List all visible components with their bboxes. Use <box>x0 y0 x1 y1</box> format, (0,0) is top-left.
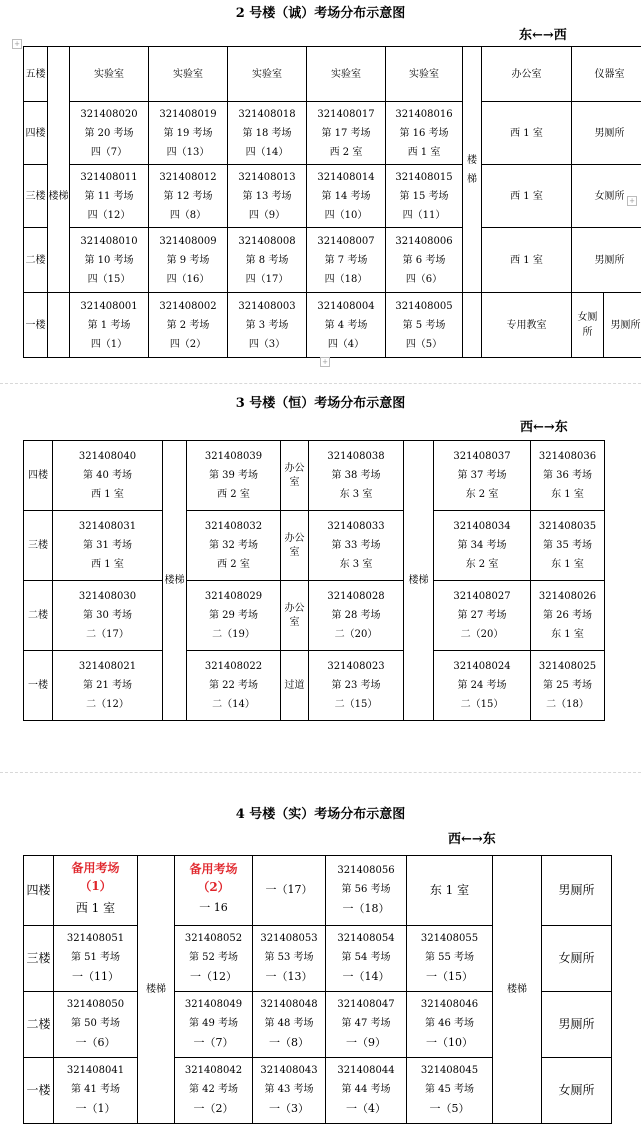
b2-room-cell: 321408006 第 6 考场 四（6） <box>386 228 463 293</box>
b2-room-cell: 321408001 第 1 考场 四（1） <box>70 293 149 358</box>
add-row-handle-icon[interactable]: + <box>320 357 330 367</box>
b4-room-cell: 321408054 第 54 考场 一（14） <box>326 926 407 992</box>
b3-room-cell: 321408038 第 38 考场 东 3 室 <box>309 441 404 511</box>
b3-office-f4: 办公室 <box>281 441 309 511</box>
b3-room-cell: 321408034 第 34 考场 东 2 室 <box>434 511 531 581</box>
b2-room-cell: 321408009 第 9 考场 四（16） <box>149 228 228 293</box>
b3-floor-plan <box>23 440 605 721</box>
b2-room-cell: 321408003 第 3 考场 四（3） <box>228 293 307 358</box>
b2-room-cell: 321408007 第 7 考场 四（18） <box>307 228 386 293</box>
b4-floor-4: 四楼 <box>24 856 54 926</box>
b2-male-restroom-f1: 男厕所 <box>604 293 641 358</box>
b3-room-cell: 321408022 第 22 考场 二（14） <box>187 651 281 721</box>
b4-room-cell: 321408042 第 42 考场 一（2） <box>175 1058 253 1124</box>
b3-floor-1: 一楼 <box>24 651 53 721</box>
b4-floor-1: 一楼 <box>24 1058 54 1124</box>
b3-room-cell: 321408025 第 25 考场 二（18） <box>531 651 605 721</box>
b2-floor-2: 二楼 <box>24 228 48 293</box>
b2-lab-3: 实验室 <box>228 47 307 102</box>
b2-lab-2: 实验室 <box>149 47 228 102</box>
b3-room-cell: 321408039 第 39 考场 西 2 室 <box>187 441 281 511</box>
b2-floor-5: 五楼 <box>24 47 48 102</box>
b2-room-cell: 321408020 第 20 考场 四（7） <box>70 102 149 165</box>
b3-room-cell: 321408035 第 35 考场 东 1 室 <box>531 511 605 581</box>
b4-stairs-west: 楼梯 <box>138 856 175 1124</box>
b4-male-restroom-f2: 男厕所 <box>542 992 612 1058</box>
b4-room-cell: 321408050 第 50 考场 一（6） <box>54 992 138 1058</box>
b4-backup-room-1: 备用考场 （1） 西 1 室 <box>54 856 138 926</box>
b2-room-cell: 321408013 第 13 考场 四（9） <box>228 165 307 228</box>
b3-floor-4: 四楼 <box>24 441 53 511</box>
b4-floor-3: 三楼 <box>24 926 54 992</box>
b2-room-cell: 321408018 第 18 考场 四（14） <box>228 102 307 165</box>
b2-room-cell: 321408012 第 12 考场 四（8） <box>149 165 228 228</box>
b2-stairs-east: 楼梯 <box>463 47 482 293</box>
b2-room-cell: 321408002 第 2 考场 四（2） <box>149 293 228 358</box>
b4-room-f4-c3: 一（17） <box>253 856 326 926</box>
b3-room-cell: 321408024 第 24 考场 二（15） <box>434 651 531 721</box>
b3-office-f3: 办公室 <box>281 511 309 581</box>
b3-room-cell: 321408027 第 27 考场 二（20） <box>434 581 531 651</box>
b3-room-cell: 321408037 第 37 考场 东 2 室 <box>434 441 531 511</box>
b4-room-cell: 321408052 第 52 考场 一（12） <box>175 926 253 992</box>
b3-office-f2: 办公室 <box>281 581 309 651</box>
b4-room-cell: 321408049 第 49 考场 一（7） <box>175 992 253 1058</box>
b2-room-cell: 321408014 第 14 考场 四（10） <box>307 165 386 228</box>
b4-male-restroom-f4: 男厕所 <box>542 856 612 926</box>
b4-room-cell: 321408044 第 44 考场 一（4） <box>326 1058 407 1124</box>
b2-west1-f2: 西 1 室 <box>482 228 572 293</box>
b4-floor-2: 二楼 <box>24 992 54 1058</box>
b3-floor-2: 二楼 <box>24 581 53 651</box>
b2-west1-f3: 西 1 室 <box>482 165 572 228</box>
b3-direction: 西←→东 <box>520 420 568 435</box>
b2-room-cell: 321408004 第 4 考场 四（4） <box>307 293 386 358</box>
b4-room-cell: 321408051 第 51 考场 一（11） <box>54 926 138 992</box>
b3-stairs-west: 楼梯 <box>163 441 187 721</box>
b4-room-cell: 321408048 第 48 考场 一（8） <box>253 992 326 1058</box>
b2-special-classroom: 专用教室 <box>482 293 572 358</box>
b2-floor-3: 三楼 <box>24 165 48 228</box>
b4-room-cell: 321408056 第 56 考场 一（18） <box>326 856 407 926</box>
b3-room-cell: 321408021 第 21 考场 二（12） <box>53 651 163 721</box>
b4-stairs-east: 楼梯 <box>493 856 542 1124</box>
page-break-divider <box>0 772 641 773</box>
b2-lab-5: 实验室 <box>386 47 463 102</box>
b3-room-cell: 321408031 第 31 考场 西 1 室 <box>53 511 163 581</box>
b2-room-cell: 321408011 第 11 考场 四（12） <box>70 165 149 228</box>
b4-east1: 东 1 室 <box>407 856 493 926</box>
b4-backup-room-2: 备用考场 （2） 一 16 <box>175 856 253 926</box>
table-move-handle-icon[interactable]: + <box>12 39 22 49</box>
b2-female-restroom-f1: 女厕所 <box>572 293 604 358</box>
b4-title: 4 号楼（实）考场分布示意图 <box>235 807 406 822</box>
b2-stairs-west: 楼梯 <box>48 102 70 293</box>
b3-room-cell: 321408036 第 36 考场 东 1 室 <box>531 441 605 511</box>
b3-floor-3: 三楼 <box>24 511 53 581</box>
b2-female-restroom-f3: 女厕所 <box>572 165 641 228</box>
b3-title: 3 号楼（恒）考场分布示意图 <box>235 396 406 411</box>
row-resize-handle-icon[interactable]: + <box>627 196 637 206</box>
b2-room-cell: 321408019 第 19 考场 四（13） <box>149 102 228 165</box>
b2-male-restroom-f4: 男厕所 <box>572 102 641 165</box>
b2-room-cell: 321408010 第 10 考场 四（15） <box>70 228 149 293</box>
b3-room-cell: 321408040 第 40 考场 西 1 室 <box>53 441 163 511</box>
b4-room-cell: 321408043 第 43 考场 一（3） <box>253 1058 326 1124</box>
b4-room-cell: 321408055 第 55 考场 一（15） <box>407 926 493 992</box>
b4-room-cell: 321408045 第 45 考场 一（5） <box>407 1058 493 1124</box>
b2-room-cell: 321408005 第 5 考场 四（5） <box>386 293 463 358</box>
b2-floor-4: 四楼 <box>24 102 48 165</box>
b2-room-cell: 321408016 第 16 考场 西 1 室 <box>386 102 463 165</box>
b4-room-cell: 321408041 第 41 考场 一（1） <box>54 1058 138 1124</box>
b4-floor-plan <box>23 855 612 1124</box>
b2-room-cell: 321408017 第 17 考场 西 2 室 <box>307 102 386 165</box>
b3-passage: 过道 <box>281 651 309 721</box>
b4-female-restroom-f1: 女厕所 <box>542 1058 612 1124</box>
b2-west1-f4: 西 1 室 <box>482 102 572 165</box>
b3-room-cell: 321408023 第 23 考场 二（15） <box>309 651 404 721</box>
b2-floor-plan <box>23 46 641 358</box>
b3-room-cell: 321408033 第 33 考场 东 3 室 <box>309 511 404 581</box>
b2-lab-4: 实验室 <box>307 47 386 102</box>
b3-room-cell: 321408029 第 29 考场 二（19） <box>187 581 281 651</box>
b3-stairs-east: 楼梯 <box>404 441 434 721</box>
b3-room-cell: 321408026 第 26 考场 东 1 室 <box>531 581 605 651</box>
b2-room-cell: 321408008 第 8 考场 四（17） <box>228 228 307 293</box>
b4-female-restroom-f3: 女厕所 <box>542 926 612 992</box>
b4-room-cell: 321408046 第 46 考场 一（10） <box>407 992 493 1058</box>
b3-room-cell: 321408030 第 30 考场 二（17） <box>53 581 163 651</box>
b2-title: 2 号楼（诚）考场分布示意图 <box>235 6 406 21</box>
b2-office: 办公室 <box>482 47 572 102</box>
b2-direction: 东←→西 <box>519 28 567 43</box>
b3-room-cell: 321408028 第 28 考场 二（20） <box>309 581 404 651</box>
b2-instrument-room: 仪器室 <box>572 47 641 102</box>
page-break-divider <box>0 383 641 384</box>
b2-floor-1: 一楼 <box>24 293 48 358</box>
b3-room-cell: 321408032 第 32 考场 西 2 室 <box>187 511 281 581</box>
b4-room-cell: 321408053 第 53 考场 一（13） <box>253 926 326 992</box>
b4-direction: 西←→东 <box>448 832 496 847</box>
b4-room-cell: 321408047 第 47 考场 一（9） <box>326 992 407 1058</box>
b2-room-cell: 321408015 第 15 考场 四（11） <box>386 165 463 228</box>
b2-lab-1: 实验室 <box>70 47 149 102</box>
b2-male-restroom-f2: 男厕所 <box>572 228 641 293</box>
